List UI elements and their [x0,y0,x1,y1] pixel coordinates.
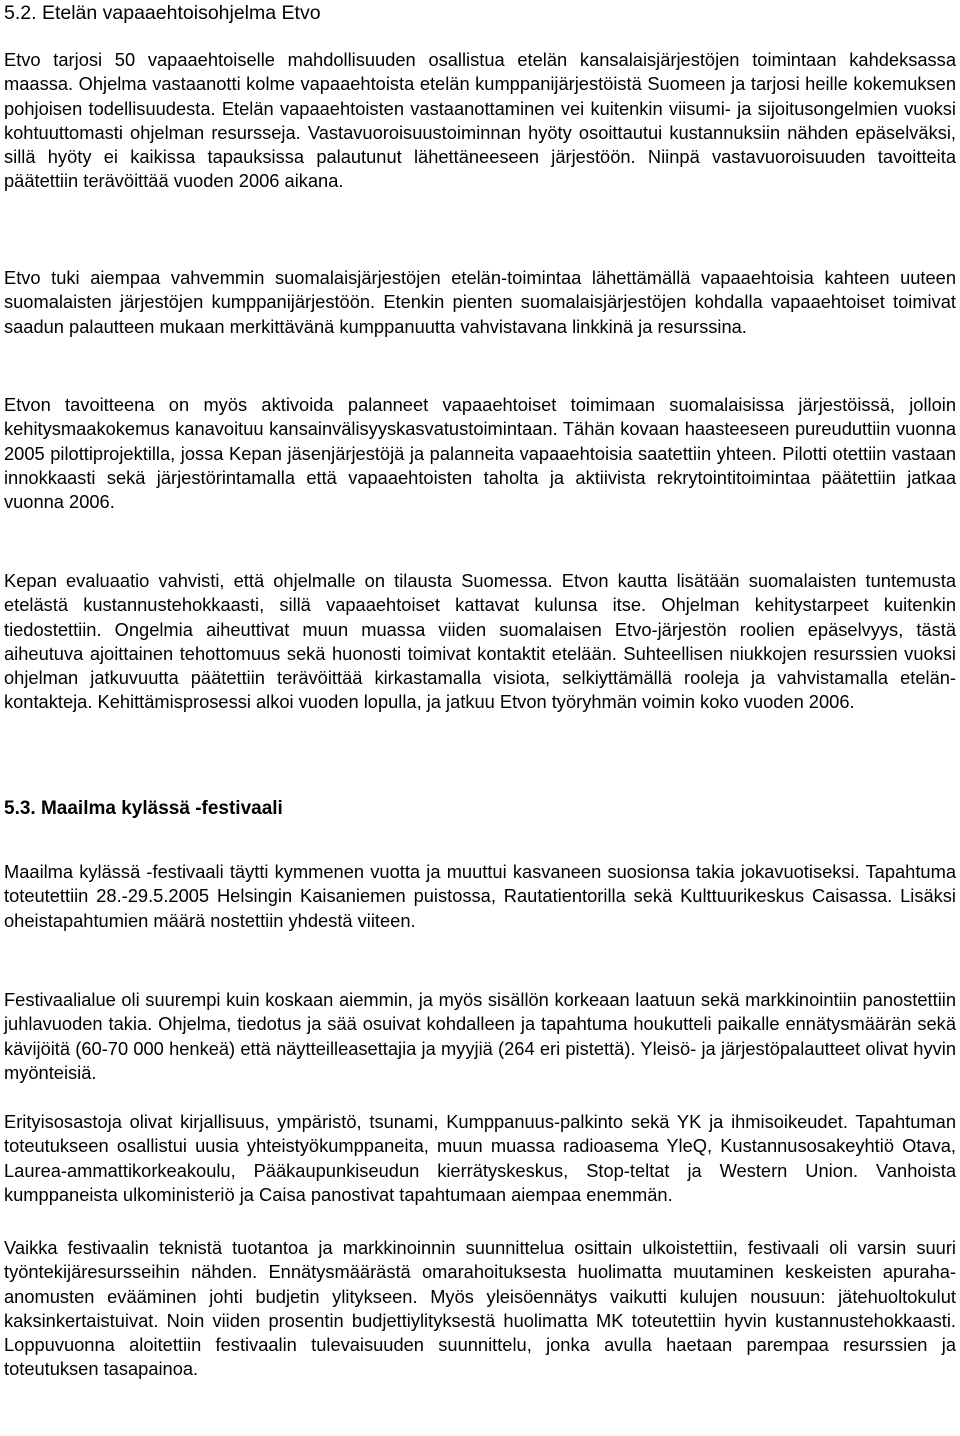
section-5-3 [4,797,956,821]
paragraph-text: Maailma kylässä -festivaali täytti kymmenen vuotta ja muuttui kasvaneen suosionsa takia jokavuotiseksi. Tapahtuma toteutettiin 28.-29.5.2005 Helsingin Kaisaniemen puistossa, Rautatientorilla sekä Kulttuurikeskus Caisassa. Lisäksi oheistapahtumien määrä nostettiin yhdestä viiteen. [4,861,956,931]
section-heading-5-3: 5.3. Maailma kylässä -festivaali [4,798,283,819]
paragraph-text: Vaikka festivaalin teknistä tuotantoa ja markkinoinnin suunnittelua osittain ulkoistettiin, festivaali oli varsin suuri työntekijäresursseihin nähden. Ennätysmäärästä omarahoituksesta huolimatta muutaminen keskeisten apuraha-anomusten evääminen johti budjetin ylitykseen. Myös yleisöennätys vaikutti kulujen nousuun: jätehuoltokulut kaksinkertaistuivat. Noin viiden prosentin budjettiylityksestä huolimatta MK toteutettiin hyvin kustannustehokkaasti. Loppuvuonna aloitettiin festivaalin tulevaisuuden suunnittelu, jonka avulla haetaan parempaa resurssien ja toteutuksen tasapainoa. [4,1237,956,1380]
paragraph-festival-intro [4,860,956,933]
paragraph-festival-special [4,1110,956,1207]
paragraph-etvo-support [4,266,956,339]
paragraph-text: Etvo tuki aiempaa vahvemmin suomalaisjärjestöjen etelän-toimintaa lähettämällä vapaaehtoisia kahteen uuteen suomalaisten järjestöjen kumppanijärjestöön. Etenkin pienten suomalaisjärjestöjen kohdalla vapaaehtoiset toimivat saadun palautteen mukaan merkittävänä kumppanuutta vahvistavana linkkinä ja resurssina. [4,267,956,337]
paragraph-etvo-intro [4,48,956,194]
section-heading-5-2: 5.2. Etelän vapaaehtoisohjelma Etvo [4,2,321,24]
paragraph-text: Etvon tavoitteena on myös aktivoida palanneet vapaaehtoiset toimimaan suomalaisissa järjestöissä, jolloin kehitysmaakokemus kanavoituu kansainvälisyyskasvatustoimintaan. Tähän kovaan haasteeseen pureuduttiin vuonna 2005 pilottiprojektilla, jossa Kepan jäsenjärjestöjä ja palanneita vapaaehtoisia saatettiin yhteen. Pilotti otettiin vastaan innokkaasti sekä järjestörintamalla että vapaaehtoisten taholta ja aktiivista rekrytointitoimintaa päätettiin jatkaa vuonna 2006. [4,394,956,513]
paragraph-etvo-goal [4,393,956,514]
paragraph-kepa-evaluation [4,569,956,715]
paragraph-festival-budget [4,1236,956,1382]
paragraph-text: Etvo tarjosi 50 vapaaehtoiselle mahdollisuuden osallistua etelän kansalaisjärjestöjen toimintaan kahdeksassa maassa. Ohjelma vastaanotti kolme vapaaehtoista etelän kumppanijärjestöistä Suomeen ja tarjosi heille kokemuksen pohjoisen todellisuudesta. Etelän vapaaehtoisten vastaanottaminen vei kuitenkin viisumi- ja sijoitusongelmien vuoksi kohtuuttomasti ohjelman resursseja. Vastavuoroisuustoiminnan hyöty osoittautui kustannuksiin nähden epäselväksi, sillä hyöty ei kaikissa tapauksissa palautunut lähettäneeseen järjestöön. Niinpä vastavuoroisuuden tavoitteita päätettiin terävöittää vuoden 2006 aikana. [4,49,956,192]
paragraph-text: Erityisosastoja olivat kirjallisuus, ympäristö, tsunami, Kumppanuus-palkinto sekä YK ja ihmisoikeudet. Tapahtuman toteutukseen osallistui uusia yhteistyökumppaneita, muun muassa radioasema YleQ, Kustannusosakeyhtiö Otava, Laurea-ammattikorkeakoulu, Pääkaupunkiseudun kierrätyskeskus, Stop-teltat ja Western Union. Vanhoista kumppaneista ulkoministeriö ja Caisa panostivat tapahtumaan aiempaa enemmän. [4,1111,956,1205]
section-5-2 [4,1,321,25]
paragraph-festival-area [4,988,956,1085]
paragraph-text: Kepan evaluaatio vahvisti, että ohjelmalle on tilausta Suomessa. Etvon kautta lisätään suomalaisten tuntemusta etelästä kustannustehokkaasti, sillä vapaaehtoiset kattavat kulunsa itse. Ohjelman kehitystarpeet kuitenkin tiedostettiin. Ongelmia aiheuttivat muun muassa viiden suomalaisen Etvo-järjestön roolien epäselvyys, tästä aiheutuva ajoittainen tehottomuus sekä huonosti toimivat kontaktit etelään. Suhteellisen niukkojen resurssien vuoksi ohjelman jatkuvuutta päätettiin terävöittää kirkastamalla visiota, selkiyttämällä rooleja ja vahvistamalla etelän-kontakteja. Kehittämisprosessi alkoi vuoden lopulla, ja jatkuu Etvon työryhmän voimin koko vuoden 2006. [4,570,956,713]
paragraph-text: Festivaalialue oli suurempi kuin koskaan aiemmin, ja myös sisällön korkeaan laatuun sekä markkinointiin panostettiin juhlavuoden takia. Ohjelma, tiedotus ja sää osuivat kohdalleen ja tapahtuma houkutteli paikalle ennätysmäärän sekä kävijöitä (60-70 000 henkeä) että näytteilleasettajia ja myyjiä (264 eri pistettä). Yleisö- ja järjestöpalautteet olivat hyvin myönteisiä. [4,989,956,1083]
